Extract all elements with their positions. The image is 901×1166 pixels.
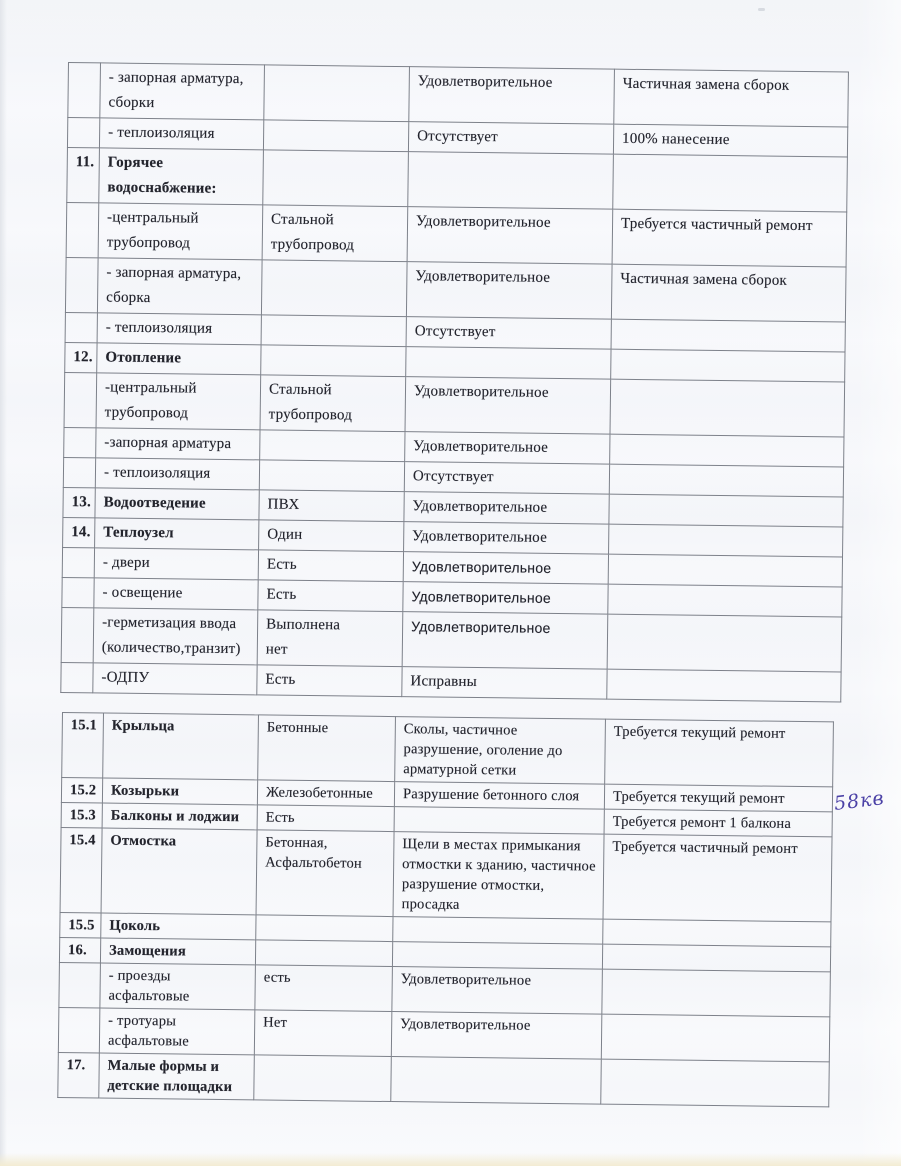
name-cell: Замощения (100, 938, 255, 965)
name-cell: - теплоизоляция (97, 313, 261, 345)
action-cell (613, 154, 848, 212)
action-cell (610, 434, 844, 467)
row-number-cell (59, 962, 101, 1007)
action-cell: 100% нанесение (613, 124, 847, 157)
table-row (62, 713, 834, 787)
material-cell (260, 430, 405, 462)
condition-cell: Исправны (402, 667, 607, 700)
name-cell: - теплоизоляция (99, 118, 263, 150)
action-cell (609, 524, 843, 557)
table-row (60, 827, 832, 921)
material-cell: Бетонная, Асфальтобетон (256, 830, 394, 917)
material-cell (264, 65, 410, 122)
row-number-cell: 12. (65, 342, 97, 372)
table-row (68, 63, 849, 128)
name-cell: - теплоизоляция (95, 458, 259, 490)
action-cell (608, 584, 842, 617)
row-number-cell: 16. (59, 937, 100, 962)
material-cell: Железобетонные (257, 780, 394, 807)
row-number-cell: 15.3 (61, 802, 102, 827)
material-cell: Бетонные (258, 715, 396, 782)
row-number-cell (65, 257, 98, 312)
condition-cell: Удовлетворительное (407, 207, 613, 265)
condition-cell: Отсутствует (404, 462, 609, 495)
material-cell: ПВХ (259, 490, 404, 522)
table-row (61, 607, 842, 672)
action-cell (607, 669, 841, 702)
name-cell: -ОДПУ (93, 663, 257, 695)
action-cell (609, 464, 843, 497)
condition-cell (393, 917, 603, 945)
name-cell: -герметизация ввода (количество,транзит) (93, 608, 258, 665)
name-cell: -запорная арматура (96, 428, 260, 460)
scan-left-edge (0, 0, 7, 1166)
name-cell: Теплоузел (95, 518, 259, 550)
material-cell: Стальной трубопровод (260, 375, 406, 432)
material-cell (261, 315, 406, 347)
action-cell: Требуется текущий ремонт (604, 784, 832, 812)
action-cell: Частичная замена сборок (614, 69, 849, 127)
row-number-cell (63, 457, 95, 487)
row-number-cell: 15.2 (61, 778, 102, 803)
table-row (64, 372, 845, 437)
action-cell (611, 349, 845, 382)
row-number-cell: 15.4 (60, 827, 102, 912)
condition-cell: Удовлетворительное (406, 262, 612, 320)
action-cell: Требуется частичный ремонт (612, 209, 847, 267)
row-number-cell (66, 202, 99, 257)
action-cell (602, 944, 830, 972)
row-number-cell (64, 372, 97, 427)
condition-cell (392, 942, 602, 970)
material-cell: Есть (257, 665, 402, 697)
material-cell: Есть (257, 805, 394, 832)
condition-cell: Сколы, частичное разрушение, оголение до арматурной сетки (395, 717, 606, 785)
condition-cell: Удовлетворительное (403, 582, 608, 615)
row-number-cell (58, 1007, 100, 1052)
action-cell: Требуется частичный ремонт (603, 834, 832, 922)
row-number-cell (64, 427, 96, 457)
row-number-cell (61, 607, 94, 662)
name-cell: Балконы и лоджии (102, 803, 257, 830)
condition-cell: Отсутствует (406, 317, 611, 350)
handwritten-note: 58кв (832, 786, 886, 816)
action-cell (609, 494, 843, 527)
name-cell: Козырьки (102, 778, 257, 805)
condition-cell: Удовлетворительное (402, 612, 608, 670)
condition-cell: Разрушение бетонного слоя (394, 782, 604, 810)
condition-cell: Удовлетворительное (405, 432, 610, 465)
name-cell: -центральный трубопровод (98, 203, 263, 260)
row-number-cell: 13. (63, 487, 95, 517)
table-row (67, 147, 848, 212)
material-cell (263, 120, 408, 152)
engineering-systems-table-wrapper (60, 62, 848, 702)
material-cell (263, 150, 409, 207)
material-cell (261, 260, 407, 317)
condition-cell: Щели в местах примыкания отмостки к зданию, частичное разрушение отмостки, просадка (393, 832, 604, 920)
condition-cell: Удовлетворительное (392, 967, 603, 1015)
table-row (58, 1052, 829, 1106)
name-cell: - двери (94, 548, 258, 580)
row-number-cell (61, 662, 93, 692)
material-cell (256, 915, 393, 942)
row-number-cell (62, 547, 94, 577)
action-cell (601, 1014, 830, 1062)
row-number-cell: 14. (63, 517, 95, 547)
action-cell (601, 1059, 830, 1107)
material-cell (255, 940, 392, 967)
action-cell (602, 969, 831, 1017)
name-cell: - запорная арматура, сборка (97, 258, 262, 315)
material-cell: Стальной трубопровод (262, 205, 408, 262)
action-cell (608, 554, 842, 587)
condition-cell (394, 807, 604, 835)
action-cell: Частичная замена сборок (611, 264, 846, 322)
row-number-cell: 15.5 (60, 912, 101, 937)
action-cell (607, 614, 842, 672)
engineering-systems-table (60, 62, 849, 702)
material-cell: Один (259, 520, 404, 552)
row-number-cell (67, 118, 99, 148)
name-cell: Отмостка (101, 828, 257, 915)
row-number-cell (68, 63, 101, 118)
name-cell: Отопление (97, 343, 261, 375)
material-cell: Выполнена нет (257, 610, 403, 667)
condition-cell: Удовлетворительное (403, 552, 608, 585)
action-cell (610, 379, 845, 437)
name-cell: - запорная арматура, сборки (100, 63, 265, 120)
row-number-cell: 17. (58, 1052, 100, 1097)
name-cell: - тротуары асфальтовые (99, 1008, 255, 1055)
condition-cell: Отсутствует (408, 122, 613, 155)
row-number-cell (65, 312, 97, 342)
row-number-cell (62, 577, 94, 607)
site-elements-table (57, 712, 834, 1107)
condition-cell: Удовлетворительное (404, 492, 609, 525)
name-cell: Крыльца (103, 713, 259, 780)
condition-cell: Удовлетворительное (391, 1012, 602, 1060)
table-row (65, 257, 846, 322)
row-number-cell: 11. (67, 147, 100, 202)
name-cell: Цоколь (101, 913, 256, 940)
scan-bottom-edge (0, 1153, 901, 1166)
action-cell (611, 319, 845, 352)
condition-cell: Удовлетворительное (404, 522, 609, 555)
condition-cell (406, 347, 611, 380)
condition-cell: Удовлетворительное (409, 67, 615, 125)
name-cell: - освещение (94, 578, 258, 610)
material-cell: есть (255, 965, 393, 1012)
site-elements-table-wrapper (57, 712, 833, 1107)
name-cell: Водоотведение (95, 488, 259, 520)
material-cell (261, 345, 406, 377)
scan-speck (758, 8, 765, 11)
material-cell (259, 460, 404, 492)
action-cell: Требуется ремонт 1 балкона (604, 809, 832, 837)
name-cell: Малые формы и детские площадки (99, 1053, 255, 1100)
material-cell: Есть (258, 550, 403, 582)
name-cell: -центральный трубопровод (96, 373, 261, 430)
action-cell: Требуется текущий ремонт (605, 719, 834, 787)
name-cell: - проезды асфальтовые (100, 963, 256, 1010)
condition-cell (391, 1057, 602, 1105)
name-cell: Горячее водоснабжение: (99, 148, 264, 205)
material-cell: Есть (258, 580, 403, 612)
material-cell: Нет (254, 1010, 392, 1057)
table-row (66, 202, 847, 267)
action-cell (603, 919, 831, 947)
condition-cell: Удовлетворительное (405, 377, 611, 435)
condition-cell (408, 152, 614, 210)
row-number-cell: 15.1 (62, 713, 104, 778)
material-cell (254, 1055, 392, 1102)
